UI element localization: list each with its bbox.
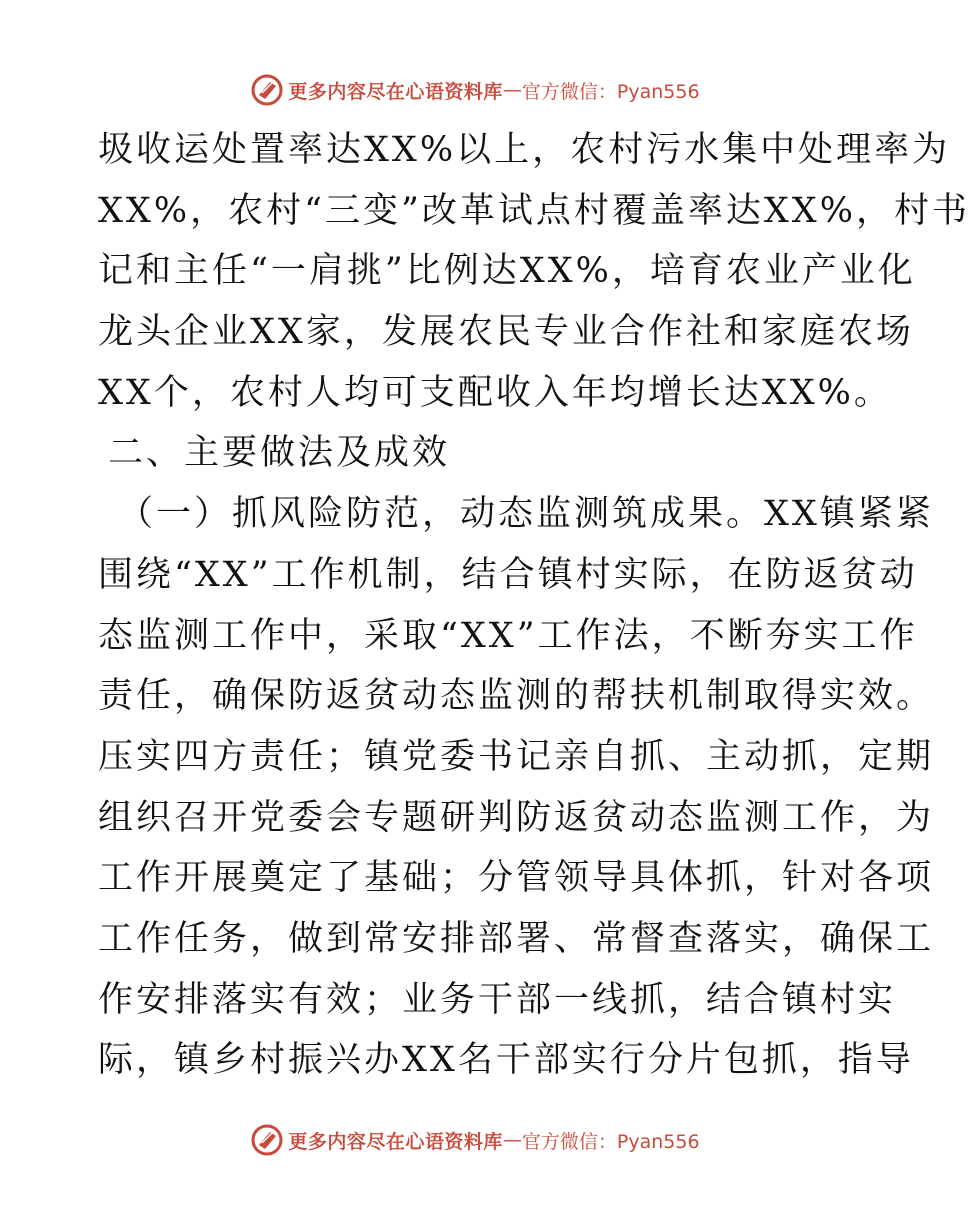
logo-icon	[250, 1123, 284, 1157]
paragraph-1-line: XX%，农村“三变”改革试点村覆盖率达XX%，村书	[98, 190, 970, 231]
paragraph-2-line: 工作开展奠定了基础；分管领导具体抓，针对各项	[98, 858, 935, 899]
watermark-brand-text: 更多内容尽在心语资料库	[288, 80, 503, 103]
paragraph-2-line: 工作任务，做到常安排部署、常督查落实，确保工	[98, 918, 935, 959]
watermark-banner-bottom	[0, 1120, 950, 1160]
paragraph-2-line: 态监测工作中，采取“XX”工作法，不断夯实工作	[98, 615, 918, 656]
paragraph-1-line: 圾收运处置率达XX%以上，农村污水集中处理率为	[98, 130, 951, 170]
watermark-brand-text: 更多内容尽在心语资料库	[288, 1130, 503, 1153]
paragraph-2-line: 际，镇乡村振兴办XX名干部实行分片包抓，指导	[98, 1040, 914, 1081]
paragraph-2-line: 作安排落实有效；业务干部一线抓，结合镇村实	[98, 979, 897, 1020]
watermark-banner-top	[0, 70, 950, 110]
watermark-separator: —	[502, 1129, 522, 1151]
watermark-separator: —	[502, 79, 522, 101]
paragraph-1-line: XX个，农村人均可支配收入年均增长达XX%。	[98, 372, 892, 413]
paragraph-2-line: 组织召开党委会专题研判防返贫动态监测工作，为	[98, 797, 935, 838]
paragraph-1-line: 记和主任“一肩挑”比例达XX%，培育农业产业化	[98, 251, 916, 292]
watermark-wechat-text: 官方微信：Pyan556	[521, 80, 700, 103]
paragraph-2-line: （一）抓风险防范，动态监测筑成果。XX镇紧紧	[118, 494, 934, 535]
paragraph-2-line: 围绕“XX”工作机制，结合镇村实际，在防返贫动	[98, 554, 918, 595]
paragraph-2-line: 压实四方责任；镇党委书记亲自抓、主动抓，定期	[98, 736, 935, 777]
watermark-wechat-text: 官方微信：Pyan556	[521, 1130, 700, 1153]
section-heading: 二、主要做法及成效	[108, 433, 451, 474]
document-body	[98, 120, 970, 1091]
paragraph-2-line: 责任，确保防返贫动态监测的帮扶机制取得实效。	[98, 676, 935, 717]
paragraph-1-line: 龙头企业XX家，发展农民专业合作社和家庭农场	[98, 312, 914, 353]
logo-icon	[250, 73, 284, 107]
